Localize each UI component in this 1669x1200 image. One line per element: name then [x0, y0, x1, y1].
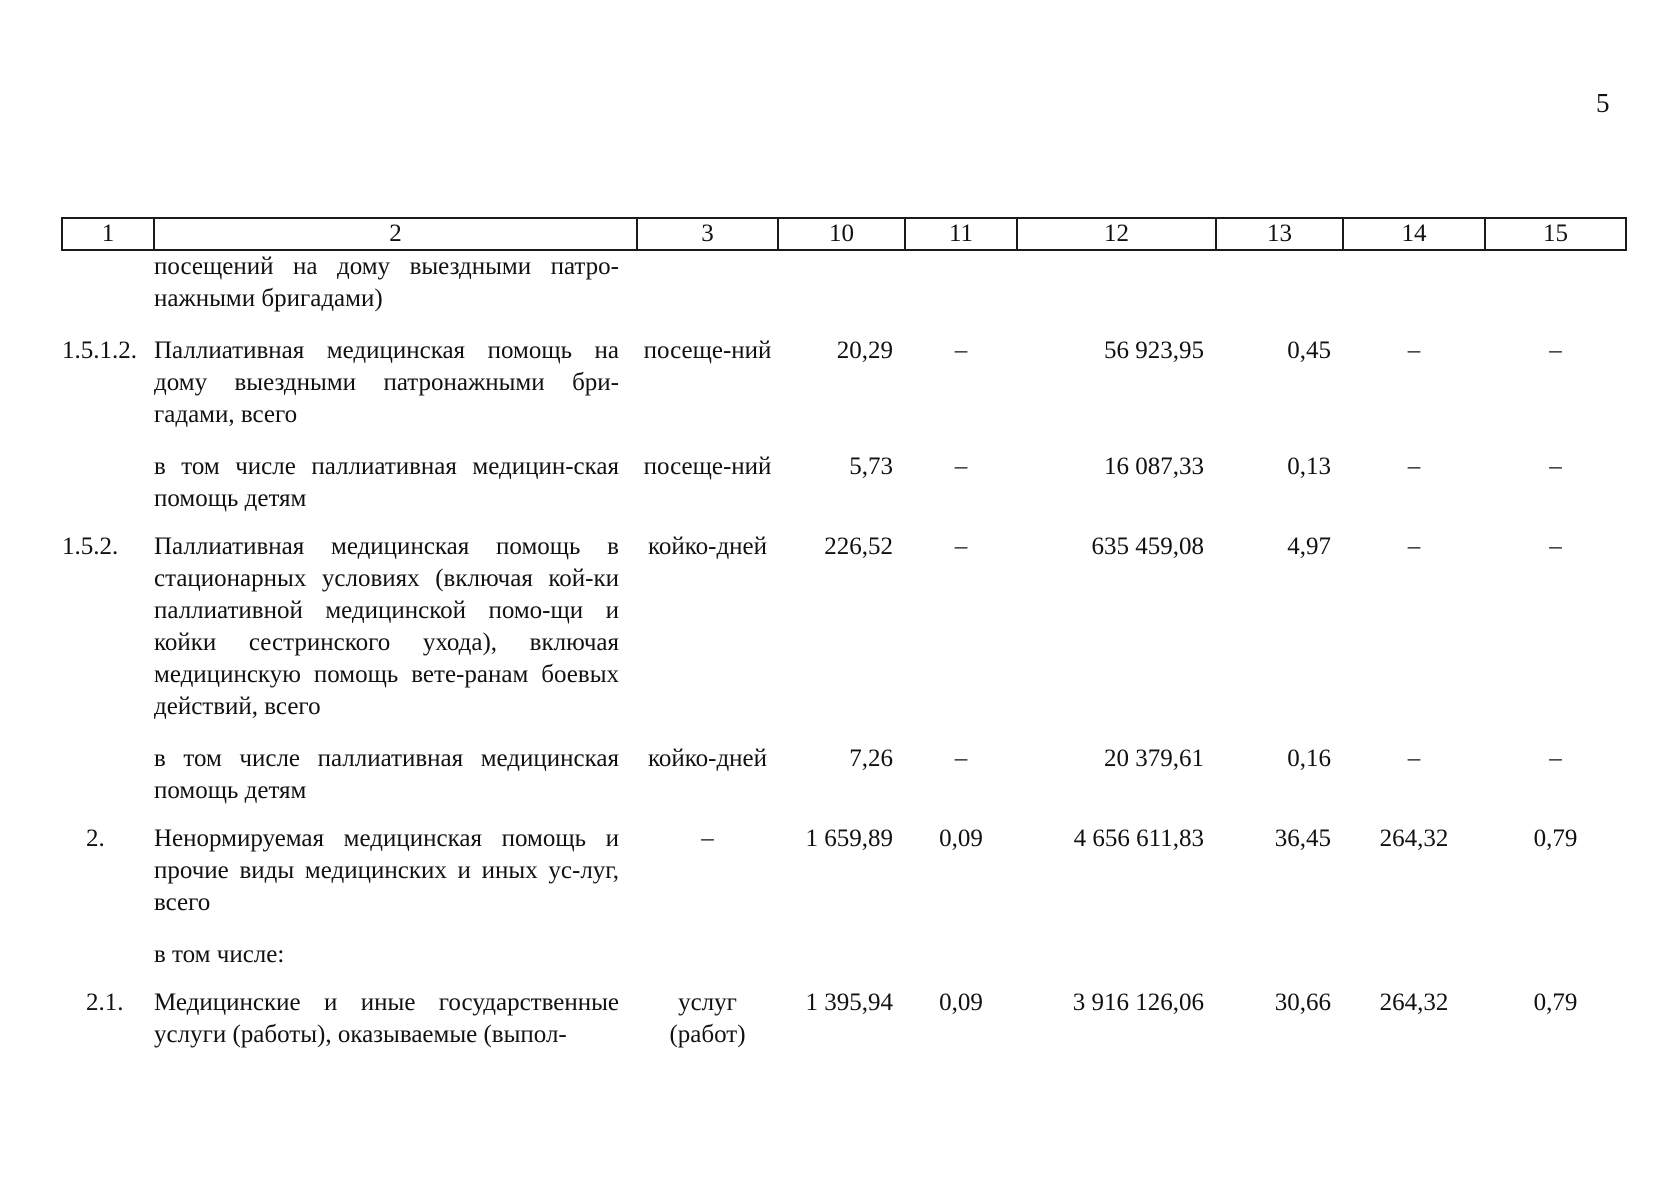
cell-col-11: –	[954, 745, 968, 772]
cell-col-15: –	[1549, 533, 1562, 560]
row-name: Ненормируемая медицинская помощь и прочие виды медицинских и иных ус-луг, всего	[154, 825, 619, 916]
cell-col-10: 226,52	[824, 533, 893, 560]
row-number	[62, 431, 154, 515]
row-number: 1.5.1.2.	[62, 337, 137, 364]
cell-col-15	[1485, 250, 1626, 315]
cell-col-13: 0,13	[1287, 453, 1331, 480]
cell-col-13: 0,45	[1287, 337, 1331, 364]
cell-col-13: 0,16	[1287, 745, 1331, 772]
cell-col-12	[1017, 250, 1216, 315]
tariff-table-wrapper	[61, 217, 1625, 1051]
cell-col-15	[1485, 919, 1626, 971]
cell-col-12: 3 916 126,06	[1072, 989, 1204, 1016]
cell-col-10: 1 395,94	[805, 989, 893, 1016]
cell-col-11: 0,09	[939, 825, 983, 852]
table-row	[62, 431, 1626, 515]
header-col-14: 14	[1343, 218, 1485, 250]
cell-col-15: –	[1549, 337, 1562, 364]
table-row	[62, 723, 1626, 807]
cell-col-11: –	[954, 337, 968, 364]
row-unit: койко-дней	[647, 745, 768, 772]
cell-col-13	[1216, 250, 1343, 315]
cell-col-14: –	[1407, 453, 1421, 480]
row-number	[62, 919, 154, 971]
table-row	[62, 315, 1626, 431]
cell-col-13: 4,97	[1287, 533, 1331, 560]
cell-col-14: –	[1407, 533, 1421, 560]
row-number	[62, 723, 154, 807]
table-header	[62, 218, 1626, 250]
row-name: посещений на дому выездными патро-нажными бригадами)	[154, 253, 619, 312]
cell-col-11: 0,09	[939, 989, 983, 1016]
header-col-15: 15	[1485, 218, 1626, 250]
row-number: 1.5.2.	[62, 533, 119, 560]
cell-col-12: 4 656 611,83	[1073, 825, 1204, 852]
cell-col-12: 56 923,95	[1104, 337, 1204, 364]
table-row	[62, 250, 1626, 315]
cell-col-13: 36,45	[1274, 825, 1331, 852]
row-name: в том числе:	[154, 941, 285, 968]
header-col-11: 11	[905, 218, 1017, 250]
cell-col-11: –	[954, 453, 968, 480]
cell-col-12: 635 459,08	[1091, 533, 1204, 560]
row-unit: посеще-ний	[643, 453, 772, 480]
cell-col-12: 16 087,33	[1104, 453, 1204, 480]
row-name: в том числе паллиативная медицинская помощь детям	[154, 745, 619, 804]
cell-col-13: 30,66	[1274, 989, 1331, 1016]
cell-col-11	[905, 919, 1017, 971]
cell-col-14: –	[1407, 745, 1421, 772]
cell-col-10	[778, 250, 905, 315]
row-unit	[637, 919, 778, 971]
cell-col-11: –	[954, 533, 968, 560]
row-number	[62, 250, 154, 315]
cell-col-10: 7,26	[849, 745, 893, 772]
cell-col-14: 264,32	[1379, 825, 1449, 852]
page-number: 5	[1596, 88, 1610, 118]
cell-col-13	[1216, 919, 1343, 971]
table-row	[62, 919, 1626, 971]
row-name: Паллиативная медицинская помощь в стационарных условиях (включая кой-ки паллиативной медицинской помо-щи и койки сестринского ухода), включая медицинскую помощь вете-ранам боевых действий, всего	[154, 533, 619, 720]
cell-col-10: 1 659,89	[805, 825, 893, 852]
cell-col-10: 20,29	[836, 337, 893, 364]
cell-col-14: 264,32	[1379, 989, 1449, 1016]
row-unit	[637, 250, 778, 315]
table-row	[62, 515, 1626, 723]
row-unit: услуг (работ)	[669, 989, 746, 1048]
table-row	[62, 971, 1626, 1051]
header-col-13: 13	[1216, 218, 1343, 250]
row-unit: койко-дней	[647, 533, 768, 560]
row-name: в том числе паллиативная медицин-ская помощь детям	[154, 453, 619, 512]
cell-col-10	[778, 919, 905, 971]
cell-col-15: 0,79	[1533, 989, 1578, 1016]
header-col-10: 10	[778, 218, 905, 250]
row-unit: –	[701, 825, 714, 852]
cell-col-14	[1343, 919, 1485, 971]
cell-col-15: –	[1549, 745, 1562, 772]
row-number: 2.1.	[86, 989, 124, 1016]
cell-col-15: –	[1549, 453, 1562, 480]
cell-col-15: 0,79	[1533, 825, 1578, 852]
tariff-table	[61, 217, 1627, 1051]
row-name: Паллиативная медицинская помощь на дому выездными патронажными бри-гадами, всего	[154, 337, 619, 428]
header-col-2: 2	[154, 218, 637, 250]
cell-col-12	[1017, 919, 1216, 971]
header-col-1: 1	[62, 218, 154, 250]
table-row	[62, 807, 1626, 919]
header-col-12: 12	[1017, 218, 1216, 250]
cell-col-10: 5,73	[849, 453, 893, 480]
table-body	[62, 250, 1626, 1051]
cell-col-14	[1343, 250, 1485, 315]
header-row	[62, 218, 1626, 250]
cell-col-14: –	[1407, 337, 1421, 364]
row-name: Медицинские и иные государственные услуги (работы), оказываемые (выпол-	[154, 989, 619, 1048]
row-unit: посеще-ний	[643, 337, 772, 364]
row-number: 2.	[86, 825, 105, 852]
cell-col-11	[905, 250, 1017, 315]
cell-col-12: 20 379,61	[1104, 745, 1204, 772]
header-col-3: 3	[637, 218, 778, 250]
